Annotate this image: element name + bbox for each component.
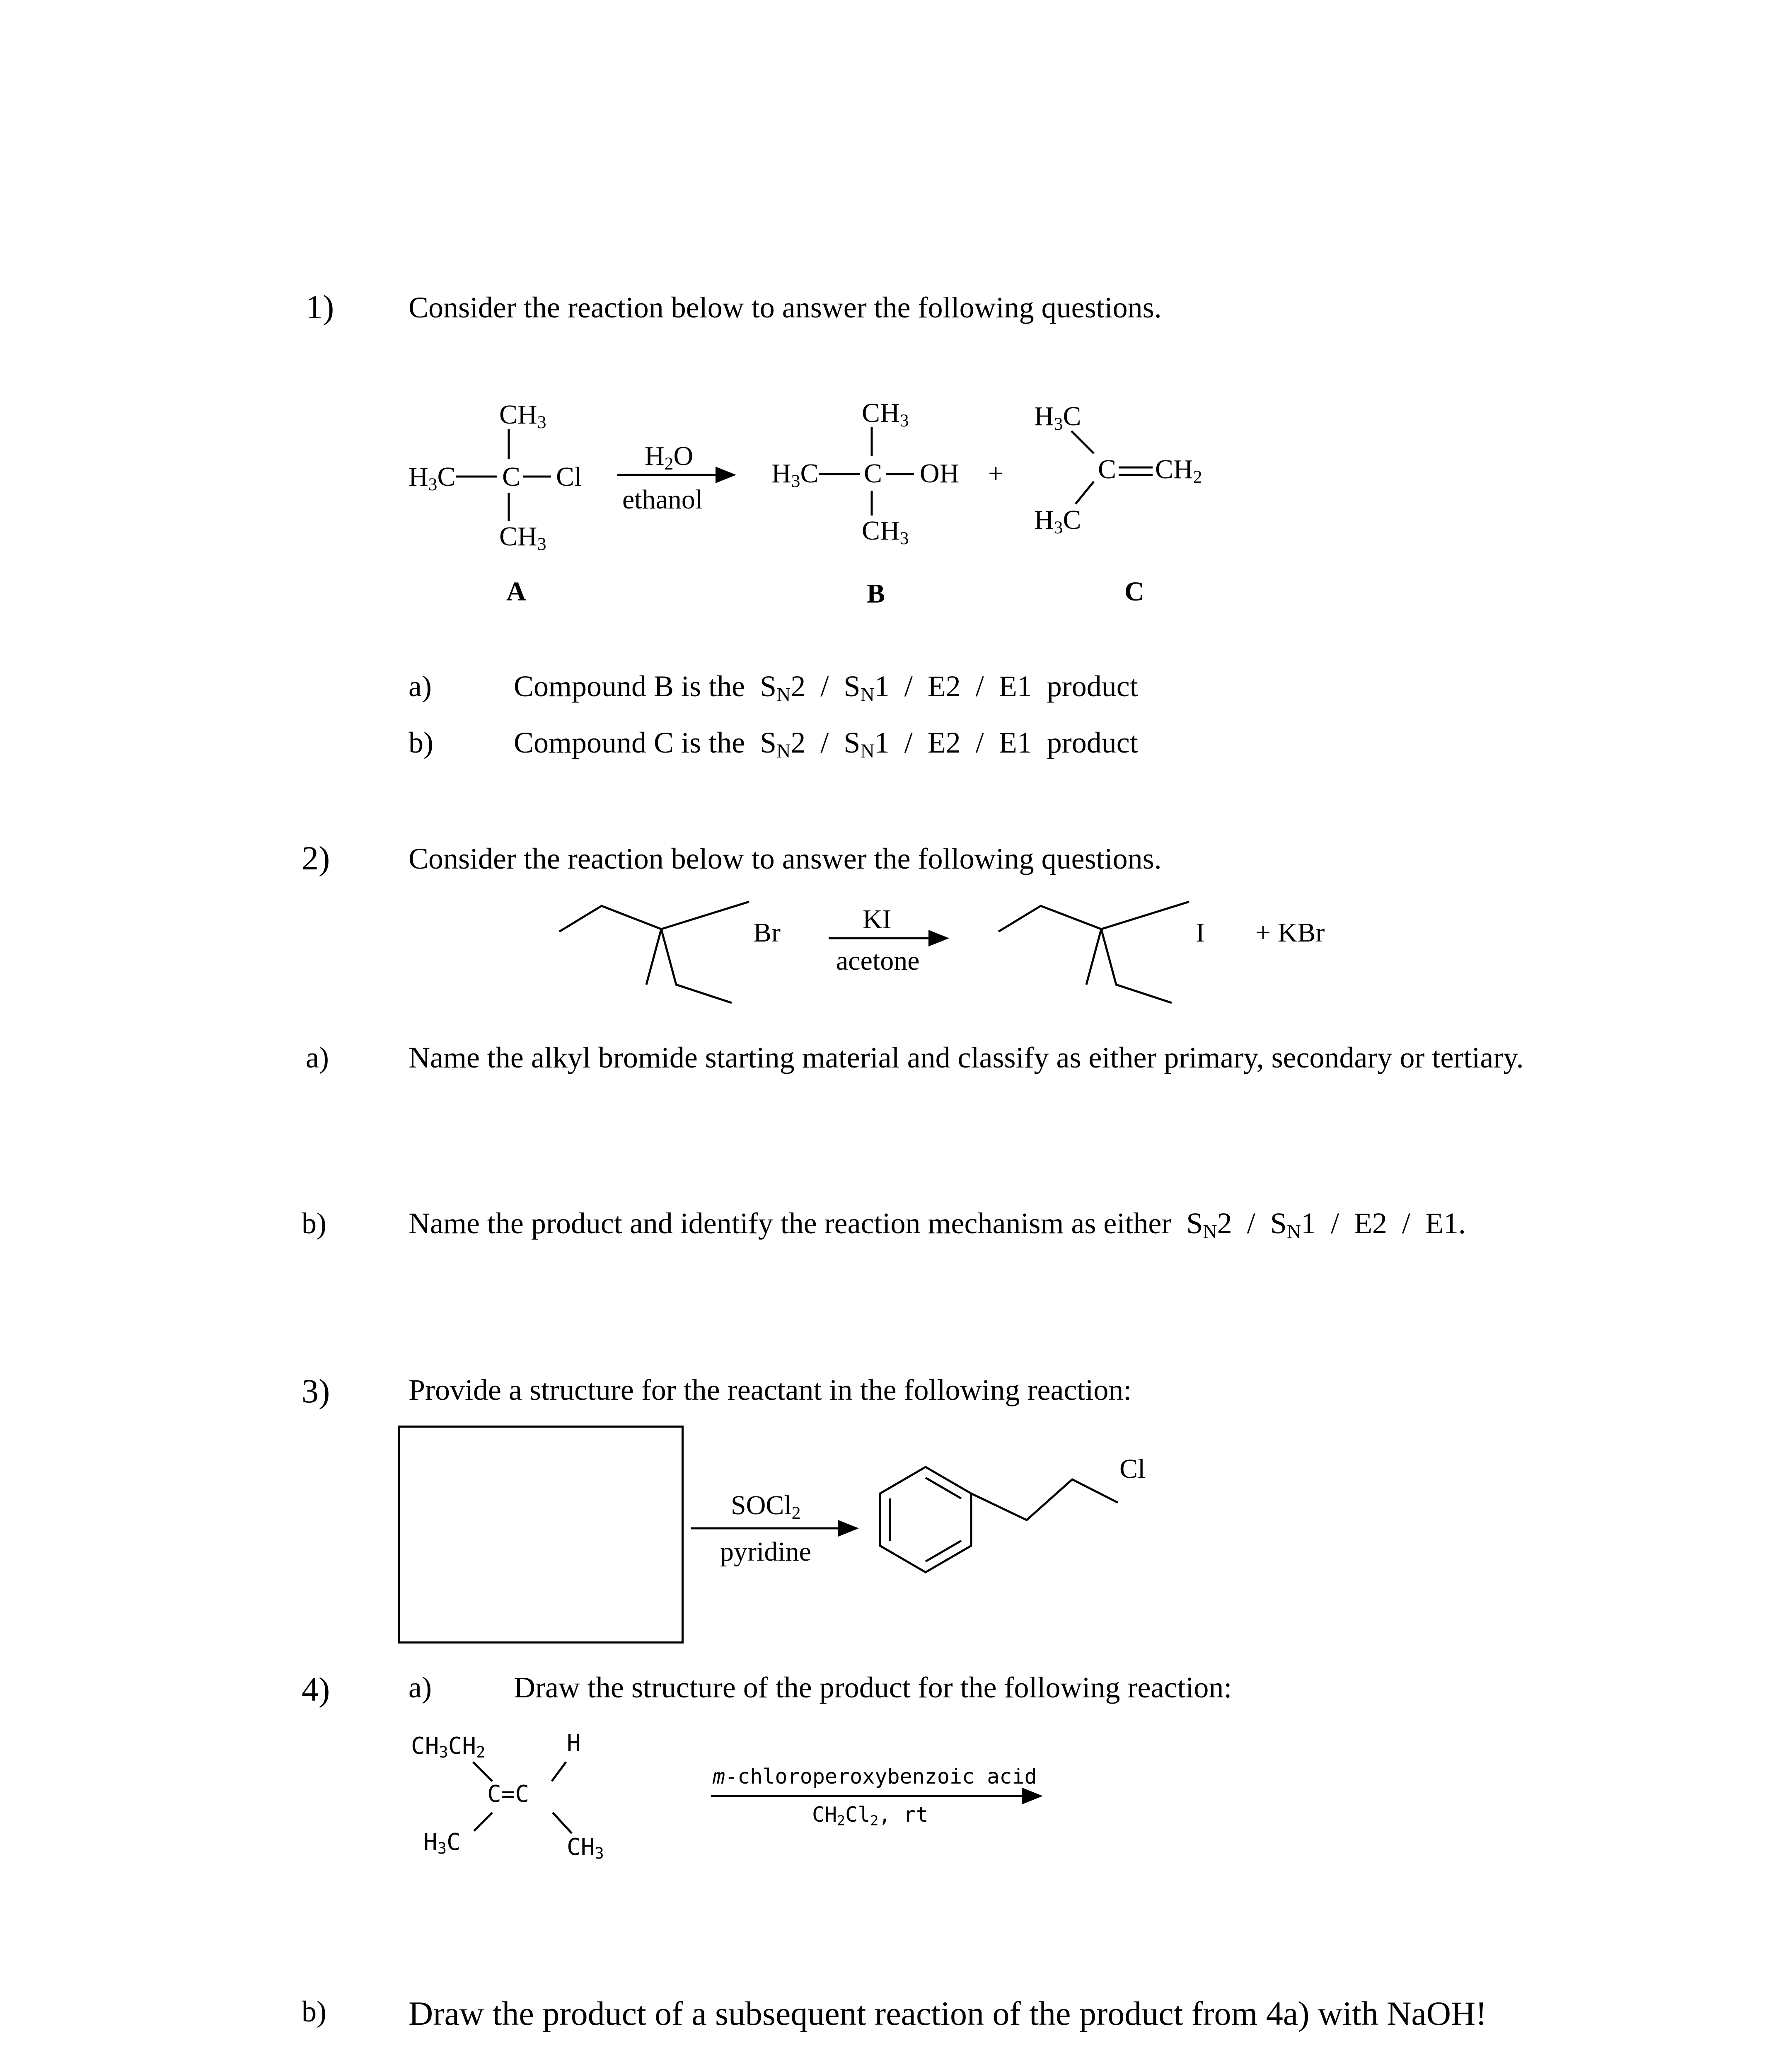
q4-alkene-bond-br (553, 1813, 572, 1833)
q3-reagent-pyridine: pyridine (720, 1537, 811, 1567)
q3-chlorine-atom: Cl (1119, 1454, 1146, 1484)
q4-alkene-top-right: H (567, 1730, 581, 1757)
q2-a-label: a) (306, 1041, 329, 1074)
q2-bromine-atom: Br (753, 917, 781, 948)
q1-b-center-atom: C (864, 458, 882, 489)
q1-label-a: A (506, 576, 526, 607)
q3-side-chain (971, 1479, 1118, 1520)
q2-prompt: Consider the reaction below to answer the following questions. (409, 842, 1162, 875)
q2-b-label: b) (302, 1207, 326, 1240)
q4-alkene-bottom-left: $H_3C$ (423, 1829, 461, 1858)
q1-c-bond-upper (1071, 431, 1094, 453)
q1-reagent-water: $H_2O$ (645, 441, 694, 474)
q2-number: 2) (302, 839, 330, 877)
q4-reagent-conditions: $CH_2Cl_2$, rt (812, 1803, 928, 1829)
q1-c-upper-group: $H_3C$ (1034, 401, 1081, 434)
q3-number: 3) (302, 1372, 330, 1410)
q1-c-bond-lower (1076, 482, 1094, 504)
q1-a-left-group: $H_3C$ (409, 462, 456, 494)
q3-ring-inner-1 (926, 1478, 961, 1498)
q2-product-branch-1 (1086, 929, 1101, 985)
q4-b-text: Draw the product of a subsequent reaction of the product from 4a) with NaOH! (409, 1995, 1487, 2032)
q4-b-label: b) (302, 1995, 326, 2028)
q2-byproduct: + KBr (1255, 917, 1325, 948)
q1-a-center-atom: C (502, 462, 521, 492)
q1-a-top-group: $CH_3$ (499, 399, 546, 432)
q4-a-text: Draw the structure of the product for the following reaction: (514, 1671, 1232, 1704)
q2-reactant-skeleton (559, 902, 749, 932)
q1-a-label: a) (409, 670, 432, 703)
q1-a-bottom-group: $CH_3$ (499, 521, 546, 554)
q1-prompt: Consider the reaction below to answer the following questions. (409, 291, 1162, 324)
q2-reagent-ki: KI (863, 904, 892, 934)
q2-iodine-atom: I (1196, 917, 1205, 948)
q1-number: 1) (306, 288, 334, 326)
q1-label-b: B (867, 579, 885, 609)
q3-ring-inner-2 (926, 1541, 961, 1561)
q2-reagent-solvent: acetone (836, 946, 920, 976)
q4-alkene-bond-tl (473, 1762, 492, 1781)
q1-c-lower-group: $H_3C$ (1034, 505, 1081, 537)
q1-b-text: Compound C is the $S_N2 / S_N1 / E2 / E1$ product (514, 726, 1138, 762)
q3-benzene-ring (880, 1467, 971, 1572)
q1-plus-sign: + (988, 458, 1004, 489)
q2-reactant-branch-1 (646, 929, 661, 985)
q1-reagent-solvent: ethanol (622, 484, 703, 515)
q4-alkene-core: C=C (487, 1781, 529, 1808)
q2-product-skeleton (998, 902, 1189, 932)
q1-a-right-atom: Cl (556, 462, 582, 492)
q2-a-text: Name the alkyl bromide starting material and classify as either primary, secondary or tertiary. (409, 1041, 1524, 1074)
q1-a-text: Compound B is the $S_N2 / S_N1 / E2 / E1$ product (514, 670, 1138, 706)
q3-reagent-socl2: SOCl$_2$ (731, 1490, 801, 1523)
q1-b-bottom-group: $CH_3$ (862, 516, 909, 548)
q2-reactant-branch-2 (661, 929, 732, 1003)
q4-alkene-top-left: $CH_3CH_2$ (411, 1733, 486, 1762)
q1-b-right-group: OH (920, 458, 960, 489)
q1-c-center-atom: C (1098, 454, 1117, 484)
q1-c-right-group: $CH_2$ (1155, 454, 1202, 487)
q4-alkene-bottom-right: $CH_3$ (567, 1834, 604, 1863)
q3-prompt: Provide a structure for the reactant in the following reaction: (409, 1373, 1132, 1406)
q1-b-left-group: $H_3C$ (771, 458, 819, 491)
q1-b-top-group: $CH_3$ (862, 398, 909, 431)
q4-number: 4) (302, 1670, 330, 1708)
q4-a-label: a) (409, 1671, 432, 1704)
q2-product-branch-2 (1101, 929, 1172, 1003)
q4-reagent-mcpba: m-chloroperoxybenzoic acid (713, 1765, 1037, 1789)
q1-label-c: C (1124, 576, 1144, 607)
q1-b-label: b) (409, 726, 433, 759)
q4-alkene-bond-bl (474, 1813, 492, 1831)
q4-alkene-bond-tr (552, 1762, 566, 1781)
q2-b-text: Name the product and identify the reaction mechanism as either $S_N2 / S_N1 / E2 / E1$. (409, 1207, 1466, 1243)
